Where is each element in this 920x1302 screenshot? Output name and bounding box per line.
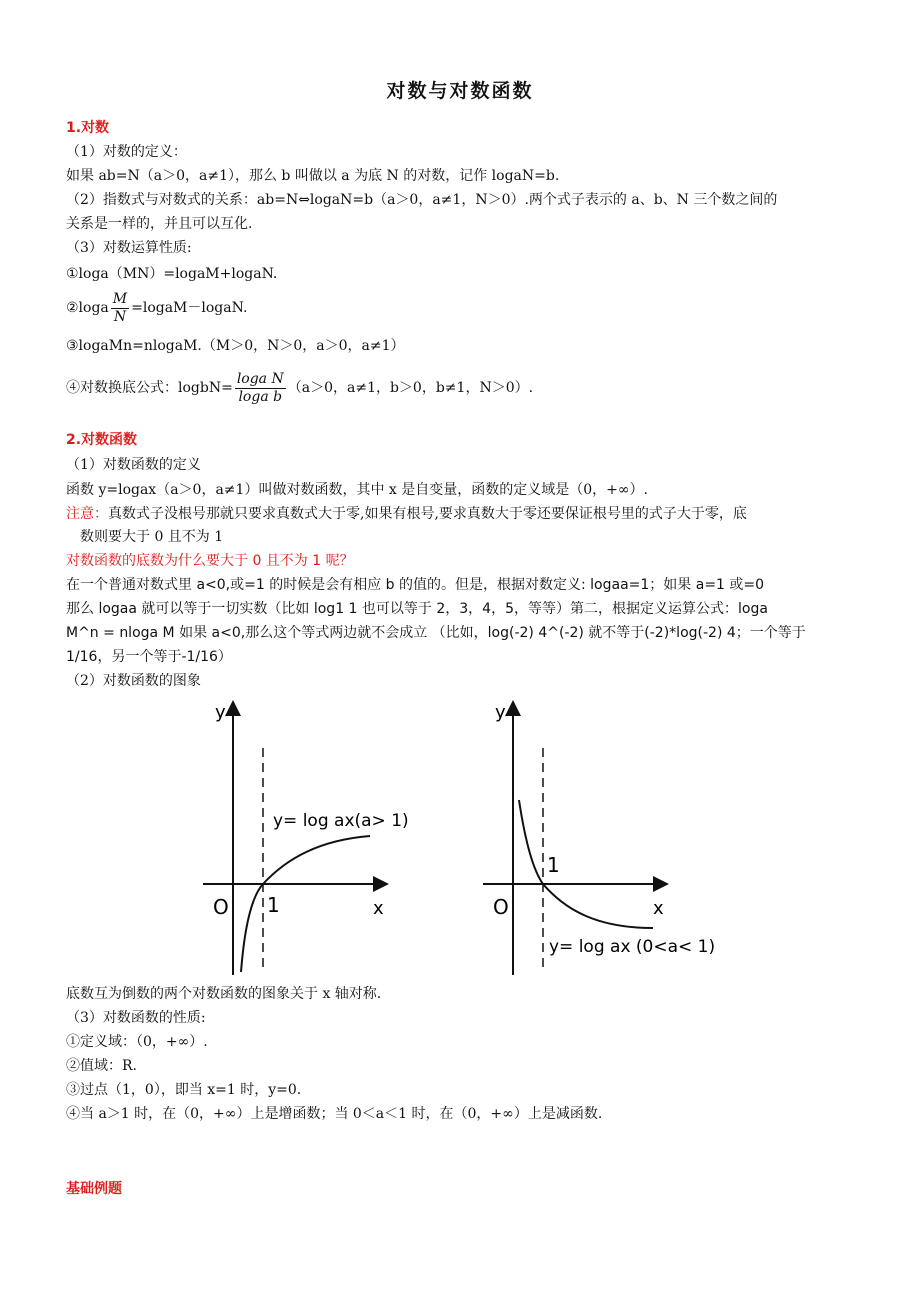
y-axis-label: y: [495, 702, 506, 723]
op-quotient-post: =logaM－logaN.: [131, 300, 248, 316]
x-axis-label: x: [653, 898, 664, 919]
note-line-1: [66, 504, 747, 524]
one-label: 1: [267, 893, 280, 917]
prop-monotonic: ④当 a＞1 时，在（0，+∞）上是增函数；当 0＜a＜1 时，在（0，+∞）上是减函数.: [66, 1106, 603, 1122]
why-para-1: 在一个普通对数式里 a<0,或=1 的时候是会有相应 b 的值的。但是，根据对数定义: logaa=1；如果 a=1 或=0: [66, 577, 765, 593]
origin-label: O: [213, 895, 229, 919]
why-para-3: M^n = nloga M 如果 a<0,那么这个等式两边就不会成立 （比如，log(-2) 4^(-2) 就不等于(-2)*log(-2) 4；一个等于: [66, 625, 806, 641]
func-def-label: （1）对数函数的定义: [66, 457, 201, 473]
x-axis-label: x: [373, 898, 384, 919]
def-text: 如果 ab=N（a＞0，a≠1），那么 b 叫做以 a 为底 N 的对数，记作 logaN=b.: [66, 168, 560, 184]
op-quotient: [66, 290, 247, 326]
prop-range: ②值域：R.: [66, 1058, 137, 1074]
log-graph-increasing: [195, 690, 435, 980]
func-def-text: 函数 y=logax（a＞0，a≠1）叫做对数函数，其中 x 是自变量，函数的定义域是（0，+∞）.: [66, 482, 648, 498]
curve-label: y= log ax (0<a< 1): [549, 937, 716, 957]
section-heading-log: 1.对数: [66, 120, 110, 136]
why-para-2: 那么 logaa 就可以等于一切实数（比如 log1 1 也可以等于 2，3，4，5，等等）第二，根据定义运算公式：loga: [66, 601, 768, 617]
log-curve: [519, 800, 653, 928]
section-heading-logfunc: 2.对数函数: [66, 432, 138, 448]
prop-point: ③过点（1，0），即当 x=1 时，y=0.: [66, 1082, 302, 1098]
graph-label: （2）对数函数的图象: [66, 673, 201, 689]
op-change-base: [66, 368, 533, 408]
op-power: ③logaMn=nlogaM.（M＞0，N＞0，a＞0，a≠1）: [66, 338, 405, 354]
op-quotient-pre: ②loga: [66, 300, 109, 316]
why-question: 对数函数的底数为什么要大于 0 且不为 1 呢？: [66, 553, 354, 569]
props-label: （3）对数函数的性质:: [66, 1010, 206, 1026]
fraction-denominator: N: [113, 308, 127, 325]
relation-line-2: 关系是一样的，并且可以互化.: [66, 216, 253, 232]
curve-label: y= log ax(a> 1): [273, 811, 409, 831]
one-label: 1: [547, 853, 560, 877]
prop-domain: ①定义域：（0，+∞）.: [66, 1034, 208, 1050]
op-product: ①loga（MN）=logaM+logaN.: [66, 266, 278, 282]
fraction-denominator: loga b: [238, 388, 283, 405]
y-axis-label: y: [215, 702, 226, 723]
page-title: 对数与对数函数: [386, 80, 534, 102]
note-line-2: 数则要大于 0 且不为 1: [80, 529, 224, 545]
why-para-4: 1/16，另一个等于-1/16）: [66, 649, 232, 665]
note-label: 注意：: [66, 506, 108, 522]
ops-label: （3）对数运算性质:: [66, 240, 192, 256]
change-base-fraction: [235, 371, 286, 406]
op-change-base-post: （a＞0，a≠1，b＞0，b≠1，N＞0）.: [287, 380, 534, 396]
fraction-numerator: loga N: [236, 370, 284, 387]
log-graph-decreasing: [475, 690, 735, 980]
relation-line-1: （2）指数式与对数式的关系：ab=N⇔logaN=b（a＞0，a≠1，N＞0）.两个式子表示的 a、b、N 三个数之间的: [66, 192, 778, 208]
def-label: （1）对数的定义：: [66, 144, 187, 160]
note-text: 真数式子没根号那就只要求真数式大于零,如果有根号,要求真数大于零还要保证根号里的式子大于零，底: [108, 506, 747, 522]
origin-label: O: [493, 895, 509, 919]
log-curve: [241, 836, 370, 972]
symmetry-note: 底数互为倒数的两个对数函数的图象关于 x 轴对称.: [66, 986, 382, 1002]
fraction-numerator: M: [112, 290, 128, 307]
op-quotient-fraction: [111, 291, 129, 326]
op-change-base-pre: ④对数换底公式：logbN=: [66, 380, 233, 396]
section-heading-examples: 基础例题: [66, 1181, 122, 1197]
